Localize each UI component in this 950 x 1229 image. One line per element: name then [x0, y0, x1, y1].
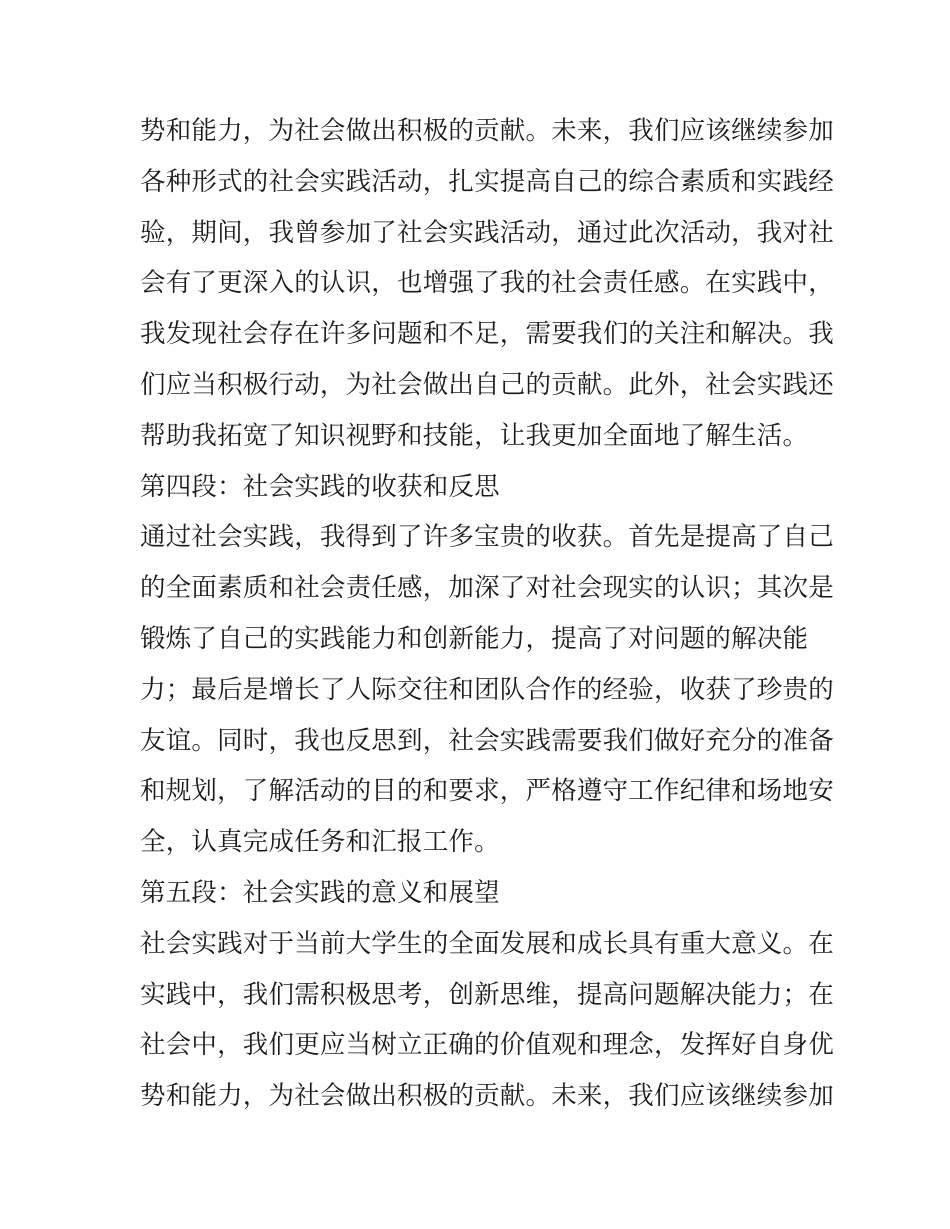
paragraph-line: 友谊。同时，我也反思到，社会实践需要我们做好充分的准备: [140, 725, 834, 756]
section-heading-4: 第四段：社会实践的收获和反思: [140, 471, 500, 502]
paragraph-line: 通过社会实践，我得到了许多宝贵的收获。首先是提高了自己: [140, 522, 834, 553]
paragraph-line: 锻炼了自己的实践能力和创新能力，提高了对问题的解决能: [140, 623, 809, 654]
paragraph-line: 力；最后是增长了人际交往和团队合作的经验，收获了珍贵的: [140, 674, 834, 705]
paragraph-line: 势和能力，为社会做出积极的贡献。未来，我们应该继续参加: [140, 116, 834, 146]
section-heading-5: 第五段：社会实践的意义和展望: [140, 877, 500, 908]
document-body: [140, 106, 834, 1122]
paragraph-line: 势和能力，为社会做出积极的贡献。未来，我们应该继续参加: [140, 1081, 834, 1112]
paragraph-line: 全，认真完成任务和汇报工作。: [140, 827, 500, 858]
paragraph-line: 们应当积极行动，为社会做出自己的贡献。此外，社会实践还: [140, 369, 834, 400]
paragraph-line: 社会中，我们更应当树立正确的价值观和理念，发挥好自身优: [140, 1030, 834, 1061]
paragraph-line: 会有了更深入的认识，也增强了我的社会责任感。在实践中，: [140, 268, 834, 299]
paragraph-line: 实践中，我们需积极思考，创新思维，提高问题解决能力；在: [140, 979, 834, 1010]
paragraph-line: 我发现社会存在许多问题和不足，需要我们的关注和解决。我: [140, 319, 834, 350]
paragraph-line: 帮助我拓宽了知识视野和技能，让我更加全面地了解生活。: [140, 420, 809, 451]
paragraph-line: 验，期间，我曾参加了社会实践活动，通过此次活动，我对社: [140, 217, 834, 248]
paragraph-line: 和规划，了解活动的目的和要求，严格遵守工作纪律和场地安: [140, 776, 834, 807]
paragraph-line: 各种形式的社会实践活动，扎实提高自己的综合素质和实践经: [140, 166, 834, 197]
paragraph-line: 的全面素质和社会责任感，加深了对社会现实的认识；其次是: [140, 573, 834, 604]
paragraph-line: 社会实践对于当前大学生的全面发展和成长具有重大意义。在: [140, 928, 834, 959]
